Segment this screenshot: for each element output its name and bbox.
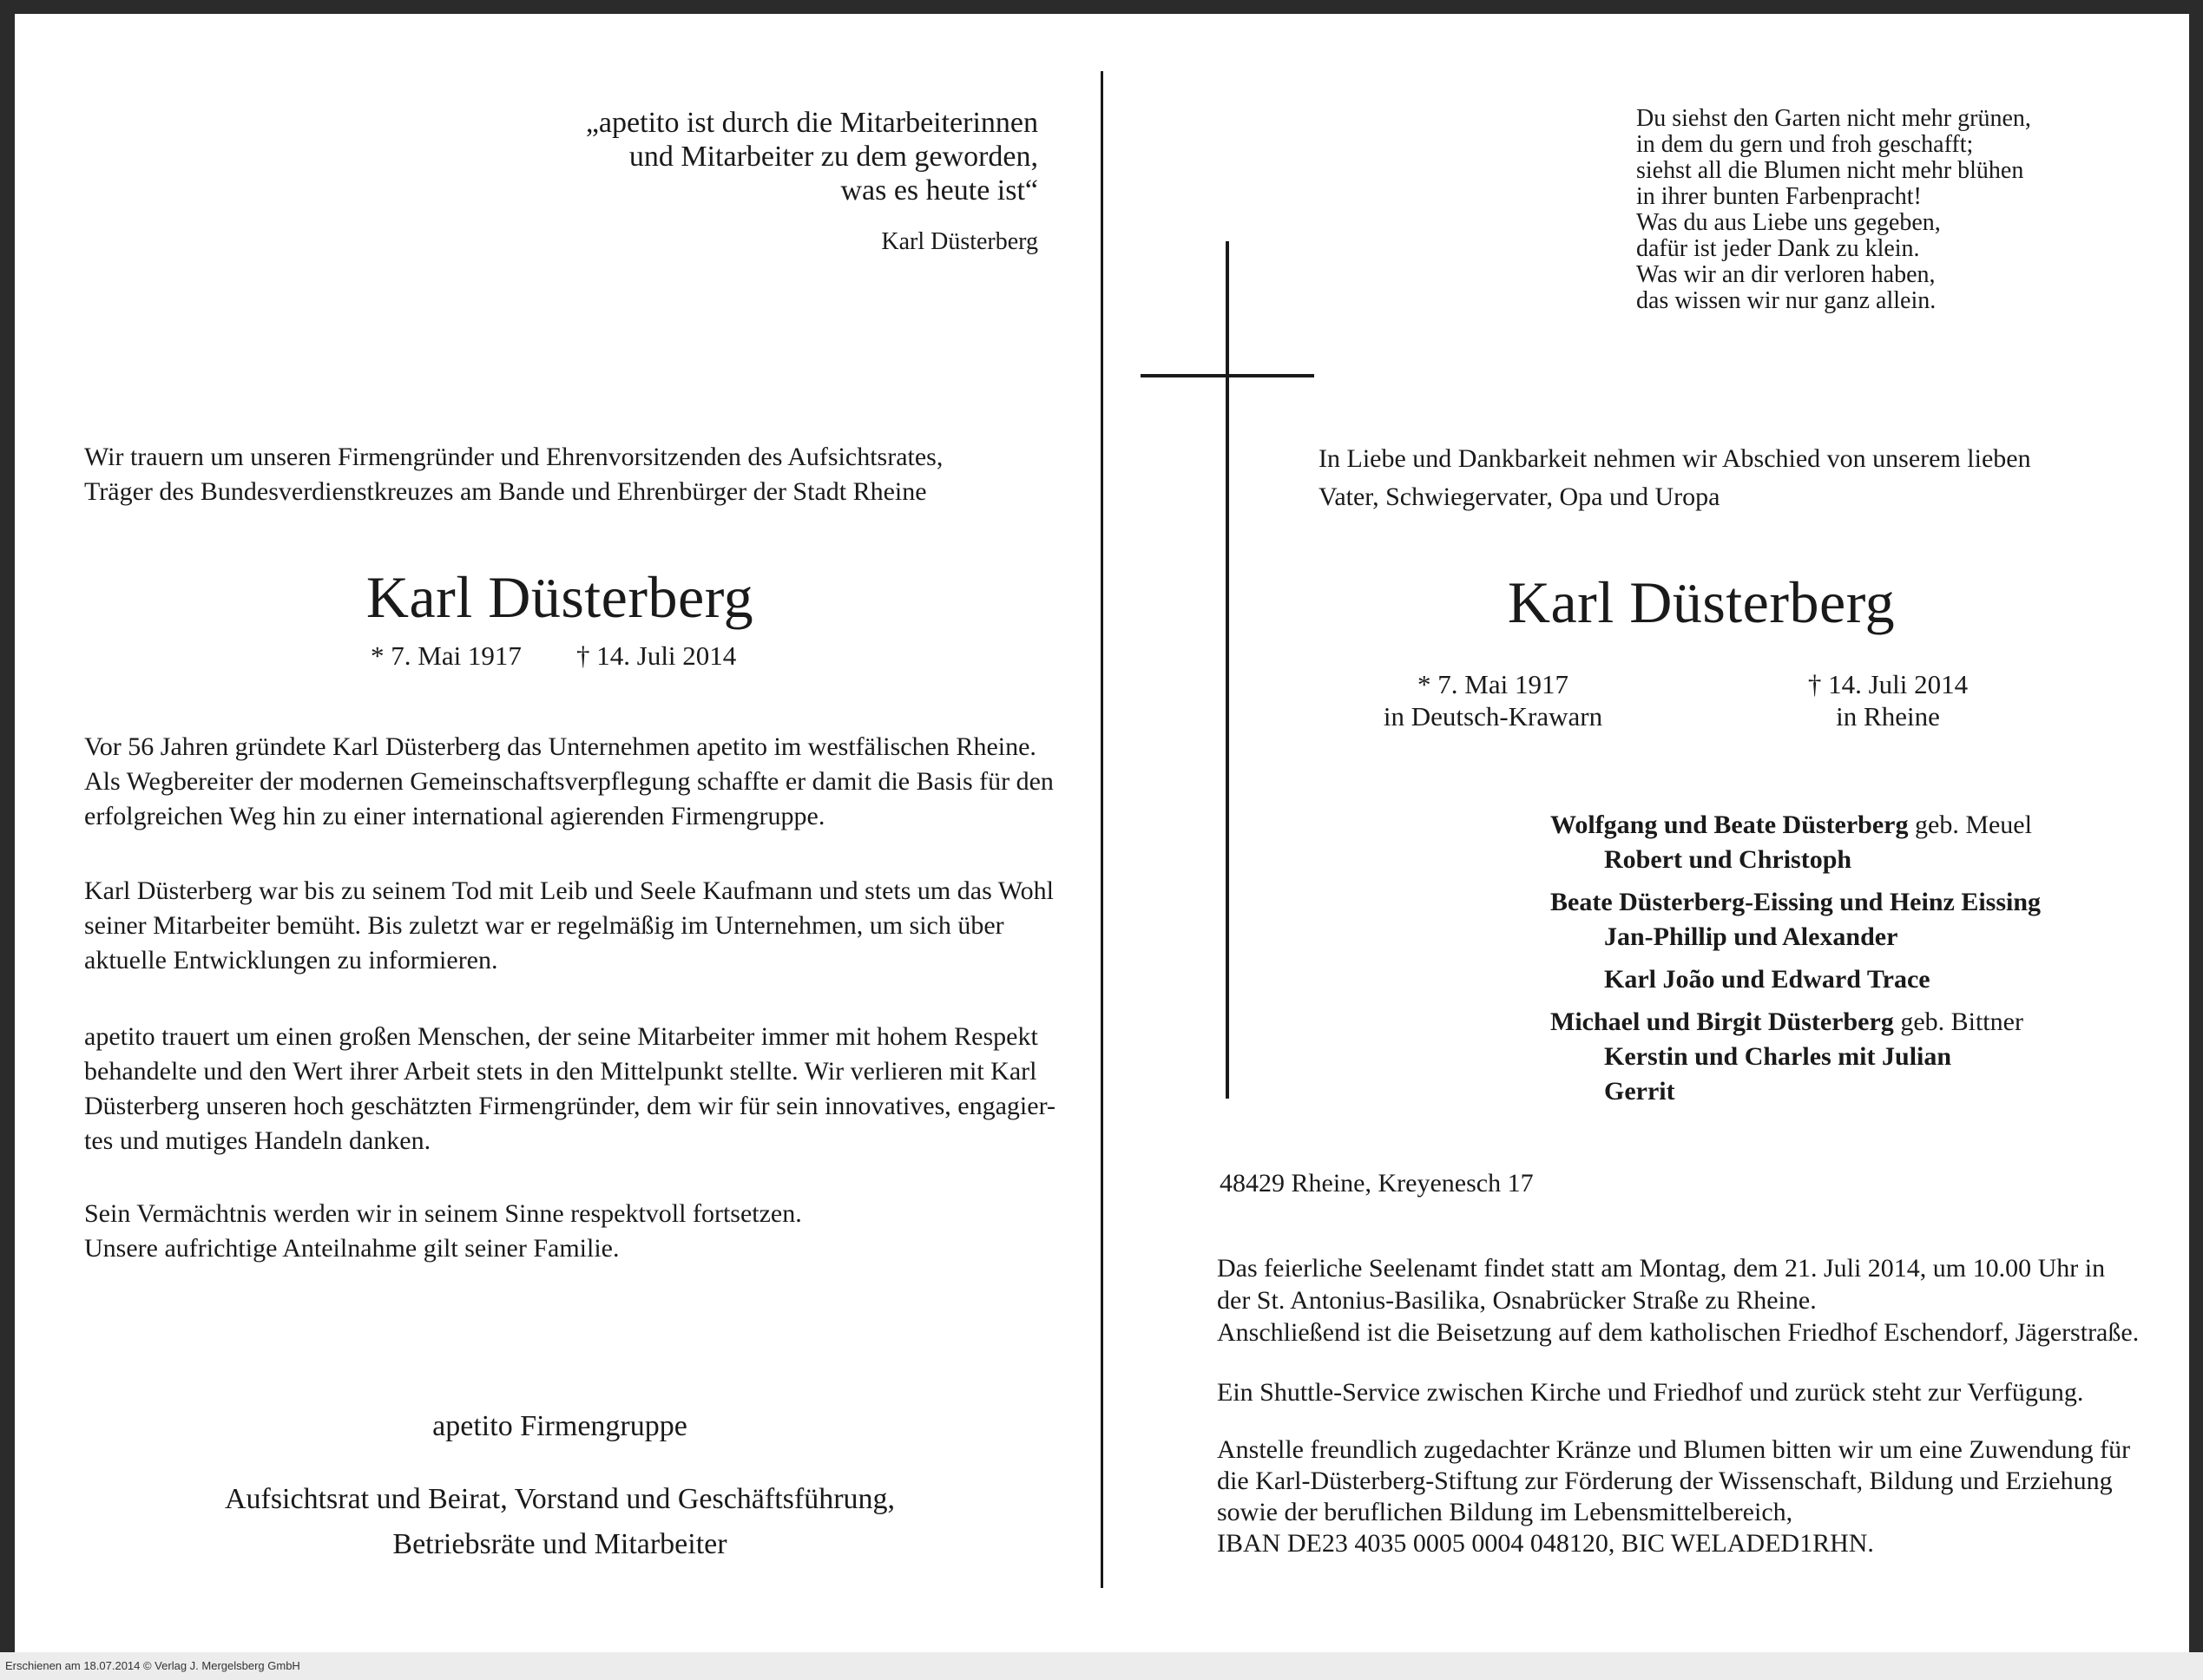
right-died: † 14. Juli 2014: [1807, 669, 1969, 699]
signature-line: Aufsichtsrat und Beirat, Vorstand und Geschäftsführung,: [224, 1483, 896, 1515]
publication-footer: Erschienen am 18.07.2014 © Verlag J. Mergelsberg GmbH: [0, 1652, 2203, 1680]
poem-line: in ihrer bunten Farbenpracht!: [1636, 183, 1922, 210]
center-divider: [1101, 71, 1103, 1588]
poem-line: Was du aus Liebe uns gegeben,: [1636, 209, 1941, 236]
right-died-block: [1771, 668, 2005, 732]
quote-line: und Mitarbeiter zu dem geworden,: [628, 141, 1038, 173]
text-line: erfolgreichen Weg hin zu einer international agierenden Firmengruppe.: [84, 802, 825, 830]
text-line: Unsere aufrichtige Anteilnahme gilt seiner Familie.: [84, 1234, 620, 1263]
family-maiden-name: geb. Meuel: [1908, 810, 2032, 839]
family-children: Kerstin und Charles mit Julian: [1604, 1042, 1952, 1071]
right-died-place: in Rheine: [1836, 701, 1940, 732]
service-line: Anschließend ist die Beisetzung auf dem katholischen Friedhof Eschendorf, Jägerstraße.: [1217, 1318, 2140, 1347]
family-parents: Michael und Birgit Düsterberg: [1550, 1007, 1894, 1036]
right-intro: [1319, 440, 2169, 516]
left-paragraph-4: [84, 1197, 1091, 1266]
intro-line: Wir trauern um unseren Firmengründer und Ehrenvorsitzenden des Aufsichtsrates,: [84, 443, 944, 471]
poem-line: Was wir an dir verloren haben,: [1636, 261, 1936, 288]
donation-line: die Karl-Düsterberg-Stiftung zur Förderung der Wissenschaft, Bildung und Erziehung: [1217, 1467, 2113, 1495]
service-info: [1217, 1252, 2180, 1349]
signature-line: Betriebsräte und Mitarbeiter: [392, 1528, 727, 1560]
right-born-block: [1371, 668, 1614, 732]
intro-line: In Liebe und Dankbarkeit nehmen wir Abschied von unserem lieben: [1319, 444, 2031, 473]
text-line: Karl Düsterberg war bis zu seinem Tod mit Leib und Seele Kaufmann und stets um das Wohl: [84, 876, 1054, 905]
right-name: Karl Düsterberg: [1507, 569, 1896, 635]
poem-line: Du siehst den Garten nicht mehr grünen,: [1636, 105, 2031, 132]
family-list: [1550, 808, 2158, 1109]
donation-line: sowie der beruflichen Bildung im Lebensmittelbereich,: [1217, 1498, 1793, 1526]
text-line: Düsterberg unseren hoch geschätzten Firmengründer, dem wir für sein innovatives, engagier-: [84, 1092, 1055, 1120]
intro-line: Träger des Bundesverdienstkreuzes am Bande und Ehrenbürger der Stadt Rheine: [84, 477, 927, 506]
text-line: apetito trauert um einen großen Menschen, der seine Mitarbeiter immer mit hohem Respekt: [84, 1022, 1038, 1051]
cross-vertical-bar: [1226, 241, 1229, 1099]
left-intro: [84, 440, 1091, 509]
quote-line: was es heute ist“: [840, 174, 1038, 207]
text-line: seiner Mitarbeiter bemüht. Bis zuletzt war er regelmäßig im Unternehmen, um sich über: [84, 911, 1004, 940]
address: 48429 Rheine, Kreyenesch 17: [1220, 1169, 1534, 1198]
poem: [1636, 106, 2122, 314]
poem-line: siehst all die Blumen nicht mehr blühen: [1636, 157, 2024, 184]
donation-line: Anstelle freundlich zugedachter Kränze und Blumen bitten wir um eine Zuwendung für: [1217, 1435, 2131, 1464]
quote-line: „apetito ist durch die Mitarbeiterinnen: [585, 107, 1038, 139]
family-children: Gerrit: [1604, 1077, 1675, 1106]
poem-line: in dem du gern und froh geschafft;: [1636, 131, 1974, 158]
family-maiden-name: geb. Bittner: [1893, 1007, 2023, 1036]
text-line: behandelte und den Wert ihrer Arbeit stets in den Mittelpunkt stellte. Wir verlieren mit Karl: [84, 1057, 1037, 1086]
family-children: Karl João und Edward Trace: [1604, 965, 1930, 994]
quote: [434, 106, 1038, 207]
shuttle-info: Ein Shuttle-Service zwischen Kirche und Friedhof und zurück steht zur Verfügung.: [1217, 1378, 2084, 1407]
donation-info: [1217, 1434, 2180, 1559]
text-line: aktuelle Entwicklungen zu informieren.: [84, 946, 498, 975]
left-paragraph-3: [84, 1020, 1091, 1158]
left-paragraph-2: [84, 874, 1091, 978]
family-group-1: [1550, 808, 2158, 843]
signature-company: apetito Firmengruppe: [432, 1410, 687, 1442]
poem-line: dafür ist jeder Dank zu klein.: [1636, 235, 1920, 262]
family-parents: Wolfgang und Beate Düsterberg: [1550, 810, 1909, 839]
family-children: Robert und Christoph: [1604, 845, 1852, 874]
left-died: † 14. Juli 2014: [576, 640, 737, 671]
text-line: Als Wegbereiter der modernen Gemeinschaftsverpflegung schaffte er damit die Basis für den: [84, 767, 1054, 796]
left-paragraph-1: [84, 730, 1091, 834]
right-born-place: in Deutsch-Krawarn: [1383, 701, 1603, 732]
text-line: Vor 56 Jahren gründete Karl Düsterberg das Unternehmen apetito im westfälischen Rheine.: [84, 732, 1036, 761]
family-children: Jan-Phillip und Alexander: [1604, 922, 1898, 951]
service-line: der St. Antonius-Basilika, Osnabrücker Straße zu Rheine.: [1217, 1286, 1817, 1315]
quote-author: Karl Düsterberg: [881, 228, 1038, 255]
left-name: Karl Düsterberg: [365, 564, 754, 630]
family-group-4: [1550, 1005, 2158, 1040]
text-line: Sein Vermächtnis werden wir in seinem Sinne respektvoll fortsetzen.: [84, 1199, 802, 1228]
donation-line: IBAN DE23 4035 0005 0004 048120, BIC WELADED1RHN.: [1217, 1529, 1874, 1558]
text-line: tes und mutiges Handeln danken.: [84, 1126, 431, 1155]
poem-line: das wissen wir nur ganz allein.: [1636, 287, 1937, 314]
family-parents: Beate Düsterberg-Eissing und Heinz Eissing: [1550, 888, 2042, 916]
left-born: * 7. Mai 1917: [371, 640, 522, 671]
right-born: * 7. Mai 1917: [1417, 669, 1568, 699]
cross-horizontal-bar: [1141, 374, 1314, 377]
intro-line: Vater, Schwiegervater, Opa und Uropa: [1319, 482, 1720, 511]
service-line: Das feierliche Seelenamt findet statt am Montag, dem 21. Juli 2014, um 10.00 Uhr in: [1217, 1254, 2106, 1283]
signature-lines: [130, 1477, 990, 1567]
